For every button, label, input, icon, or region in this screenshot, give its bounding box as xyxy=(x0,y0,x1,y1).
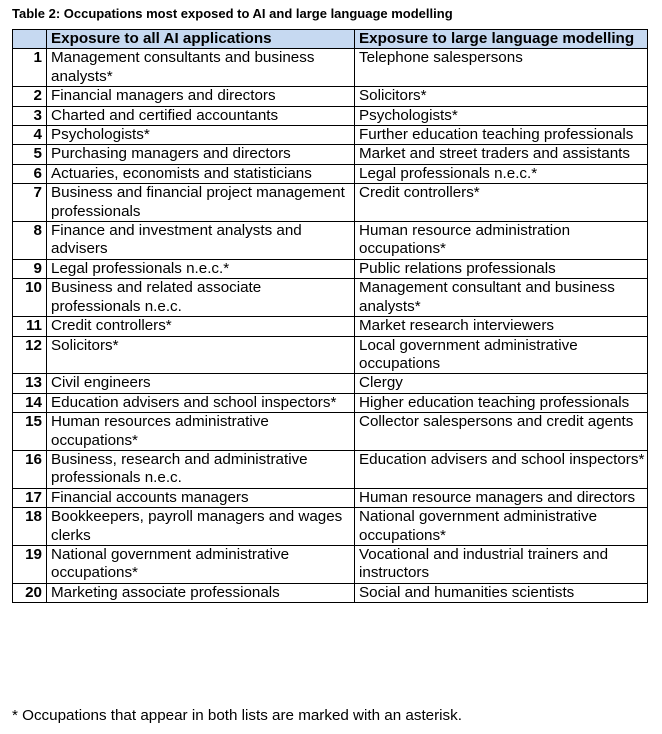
rank-cell: 5 xyxy=(13,145,47,164)
rank-cell: 18 xyxy=(13,508,47,546)
llm-occupation-cell: Human resource administration occupations* xyxy=(355,222,648,260)
table-row xyxy=(13,374,648,393)
rank-cell: 17 xyxy=(13,488,47,507)
all-ai-occupation-cell: Charted and certified accountants xyxy=(47,106,355,125)
occupations-table xyxy=(12,29,648,603)
llm-occupation-cell: Psychologists* xyxy=(355,106,648,125)
table-row xyxy=(13,317,648,336)
all-ai-occupation-cell: Solicitors* xyxy=(47,336,355,374)
table-row xyxy=(13,164,648,183)
table-row xyxy=(13,259,648,278)
all-ai-occupation-cell: Education advisers and school inspectors* xyxy=(47,393,355,412)
rank-cell: 19 xyxy=(13,545,47,583)
rank-cell: 10 xyxy=(13,279,47,317)
table-row xyxy=(13,222,648,260)
llm-occupation-cell: Social and humanities scientists xyxy=(355,583,648,602)
all-ai-occupation-cell: Bookkeepers, payroll managers and wages clerks xyxy=(47,508,355,546)
all-ai-occupation-cell: Credit controllers* xyxy=(47,317,355,336)
table-row xyxy=(13,450,648,488)
all-ai-occupation-cell: Actuaries, economists and statisticians xyxy=(47,164,355,183)
all-ai-occupation-cell: Legal professionals n.e.c.* xyxy=(47,259,355,278)
table-row xyxy=(13,393,648,412)
rank-cell: 11 xyxy=(13,317,47,336)
rank-cell: 15 xyxy=(13,413,47,451)
table-row xyxy=(13,49,648,87)
llm-occupation-cell: Local government administrative occupations xyxy=(355,336,648,374)
table-row xyxy=(13,106,648,125)
llm-occupation-cell: Vocational and industrial trainers and instructors xyxy=(355,545,648,583)
table-row xyxy=(13,126,648,145)
header-all-ai: Exposure to all AI applications xyxy=(47,30,355,49)
table-row xyxy=(13,279,648,317)
rank-cell: 2 xyxy=(13,87,47,106)
table-row xyxy=(13,583,648,602)
rank-cell: 4 xyxy=(13,126,47,145)
table-row xyxy=(13,87,648,106)
table-body xyxy=(13,49,648,603)
table-header-row xyxy=(13,30,648,49)
table-row xyxy=(13,545,648,583)
table-caption: Table 2: Occupations most exposed to AI and large language modelling xyxy=(12,6,453,21)
rank-cell: 14 xyxy=(13,393,47,412)
rank-cell: 20 xyxy=(13,583,47,602)
table-row xyxy=(13,336,648,374)
table-row xyxy=(13,413,648,451)
rank-cell: 13 xyxy=(13,374,47,393)
all-ai-occupation-cell: Business and financial project management professionals xyxy=(47,184,355,222)
all-ai-occupation-cell: Business, research and administrative professionals n.e.c. xyxy=(47,450,355,488)
all-ai-occupation-cell: Financial managers and directors xyxy=(47,87,355,106)
llm-occupation-cell: Legal professionals n.e.c.* xyxy=(355,164,648,183)
rank-cell: 16 xyxy=(13,450,47,488)
llm-occupation-cell: Solicitors* xyxy=(355,87,648,106)
table-row xyxy=(13,145,648,164)
rank-cell: 8 xyxy=(13,222,47,260)
llm-occupation-cell: Market and street traders and assistants xyxy=(355,145,648,164)
llm-occupation-cell: Management consultant and business analysts* xyxy=(355,279,648,317)
all-ai-occupation-cell: Human resources administrative occupations* xyxy=(47,413,355,451)
all-ai-occupation-cell: Business and related associate professionals n.e.c. xyxy=(47,279,355,317)
llm-occupation-cell: Further education teaching professionals xyxy=(355,126,648,145)
rank-cell: 6 xyxy=(13,164,47,183)
table-row xyxy=(13,508,648,546)
llm-occupation-cell: Telephone salespersons xyxy=(355,49,648,87)
all-ai-occupation-cell: Management consultants and business analysts* xyxy=(47,49,355,87)
table-row xyxy=(13,488,648,507)
all-ai-occupation-cell: Financial accounts managers xyxy=(47,488,355,507)
llm-occupation-cell: Human resource managers and directors xyxy=(355,488,648,507)
llm-occupation-cell: Clergy xyxy=(355,374,648,393)
all-ai-occupation-cell: Finance and investment analysts and advisers xyxy=(47,222,355,260)
llm-occupation-cell: Market research interviewers xyxy=(355,317,648,336)
rank-cell: 12 xyxy=(13,336,47,374)
llm-occupation-cell: Collector salespersons and credit agents xyxy=(355,413,648,451)
rank-cell: 7 xyxy=(13,184,47,222)
llm-occupation-cell: Public relations professionals xyxy=(355,259,648,278)
rank-cell: 3 xyxy=(13,106,47,125)
header-llm: Exposure to large language modelling xyxy=(355,30,648,49)
llm-occupation-cell: National government administrative occupations* xyxy=(355,508,648,546)
rank-cell: 9 xyxy=(13,259,47,278)
all-ai-occupation-cell: Purchasing managers and directors xyxy=(47,145,355,164)
all-ai-occupation-cell: Psychologists* xyxy=(47,126,355,145)
footnote: * Occupations that appear in both lists are marked with an asterisk. xyxy=(12,707,462,724)
header-rank xyxy=(13,30,47,49)
all-ai-occupation-cell: National government administrative occupations* xyxy=(47,545,355,583)
table-row xyxy=(13,184,648,222)
all-ai-occupation-cell: Marketing associate professionals xyxy=(47,583,355,602)
llm-occupation-cell: Education advisers and school inspectors* xyxy=(355,450,648,488)
rank-cell: 1 xyxy=(13,49,47,87)
llm-occupation-cell: Higher education teaching professionals xyxy=(355,393,648,412)
all-ai-occupation-cell: Civil engineers xyxy=(47,374,355,393)
llm-occupation-cell: Credit controllers* xyxy=(355,184,648,222)
